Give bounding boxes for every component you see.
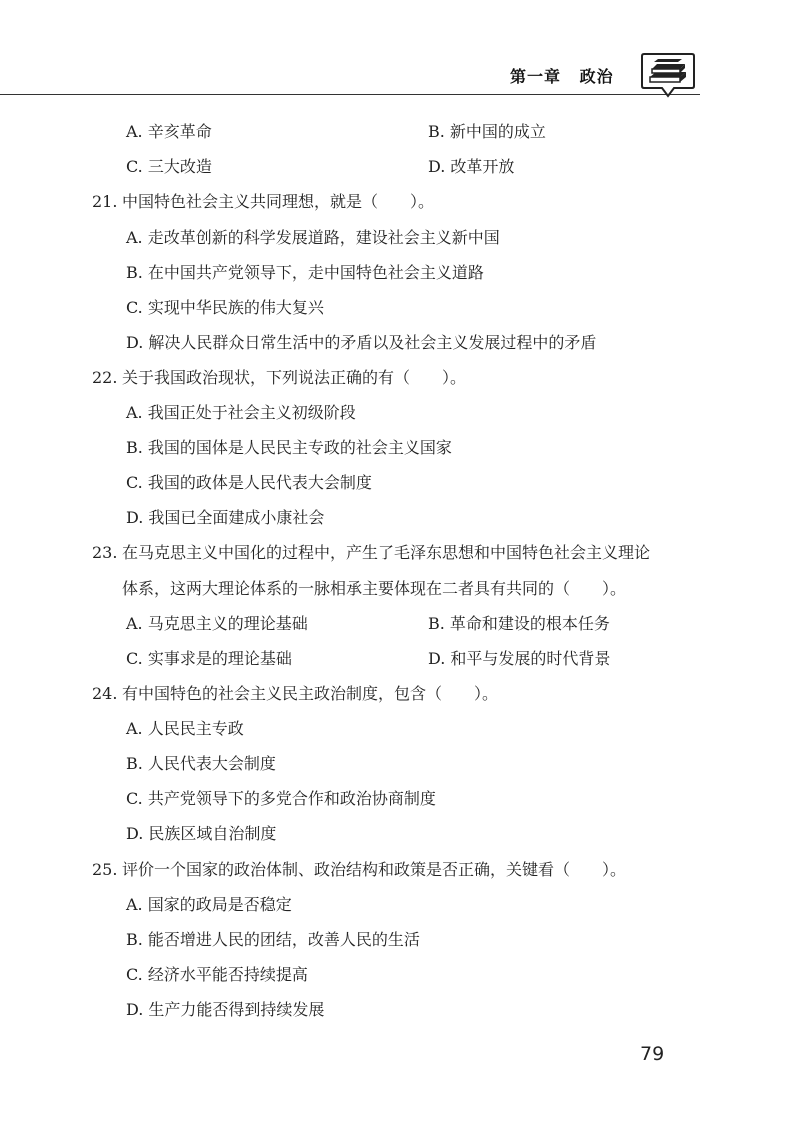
q25-stem [92,860,626,880]
q23-stem-line-2: 体系，这两大理论体系的一脉相承主要体现在二者具有共同的（ ）。 [122,579,627,598]
page-header [0,0,800,100]
q21-option-a: A. 走改革创新的科学发展道路，建设社会主义新中国 [126,228,500,247]
q23-number: 23. [92,543,118,562]
q20-option-d: D. 改革开放 [428,157,515,176]
q21-text: 中国特色社会主义共同理想，就是（ ）。 [122,192,435,211]
q21-option-d: D. 解决人民群众日常生活中的矛盾以及社会主义发展过程中的矛盾 [126,333,597,352]
q23-option-c: C. 实事求是的理论基础 [126,649,292,668]
q23-option-d: D. 和平与发展的时代背景 [428,649,611,668]
q24-option-c: C. 共产党领导下的多党合作和政治协商制度 [126,789,436,808]
q24-option-b: B. 人民代表大会制度 [126,754,276,773]
q22-number: 22. [92,368,118,387]
q23-text-line-1: 在马克思主义中国化的过程中，产生了毛泽东思想和中国特色社会主义理论 [122,543,651,562]
q24-stem [92,684,498,704]
q21-stem [92,192,434,212]
q22-option-d: D. 我国已全面建成小康社会 [126,508,325,527]
q21-number: 21. [92,192,118,211]
page-number: 79 [640,1043,665,1065]
q23-stem-line-1 [92,543,650,563]
q21-option-c: C. 实现中华民族的伟大复兴 [126,298,324,317]
q22-option-c: C. 我国的政体是人民代表大会制度 [126,473,372,492]
q22-text: 关于我国政治现状，下列说法正确的有（ ）。 [122,368,467,387]
q20-option-c: C. 三大改造 [126,157,212,176]
q22-option-a: A. 我国正处于社会主义初级阶段 [126,403,356,422]
q25-text: 评价一个国家的政治体制、政治结构和政策是否正确，关键看（ ）。 [122,860,627,879]
q24-option-d: D. 民族区域自治制度 [126,824,277,843]
q23-option-a: A. 马克思主义的理论基础 [126,614,308,633]
header-rule [0,94,700,95]
q25-option-b: B. 能否增进人民的团结，改善人民的生活 [126,930,420,949]
q23-option-b: B. 革命和建设的根本任务 [428,614,610,633]
q22-stem [92,368,466,388]
chapter-title: 政治 [579,67,614,86]
q25-option-d: D. 生产力能否得到持续发展 [126,1000,325,1019]
q25-option-a: A. 国家的政局是否稳定 [126,895,292,914]
chapter-heading [510,64,614,87]
books-icon [640,50,696,100]
q24-number: 24. [92,684,118,703]
q25-number: 25. [92,860,118,879]
q25-option-c: C. 经济水平能否持续提高 [126,965,308,984]
q22-option-b: B. 我国的国体是人民民主专政的社会主义国家 [126,438,452,457]
q20-option-b: B. 新中国的成立 [428,122,546,141]
q24-option-a: A. 人民民主专政 [126,719,244,738]
q24-text: 有中国特色的社会主义民主政治制度，包含（ ）。 [122,684,499,703]
q20-option-a: A. 辛亥革命 [126,122,212,141]
q21-option-b: B. 在中国共产党领导下，走中国特色社会主义道路 [126,263,484,282]
chapter-label: 第一章 [510,67,562,86]
